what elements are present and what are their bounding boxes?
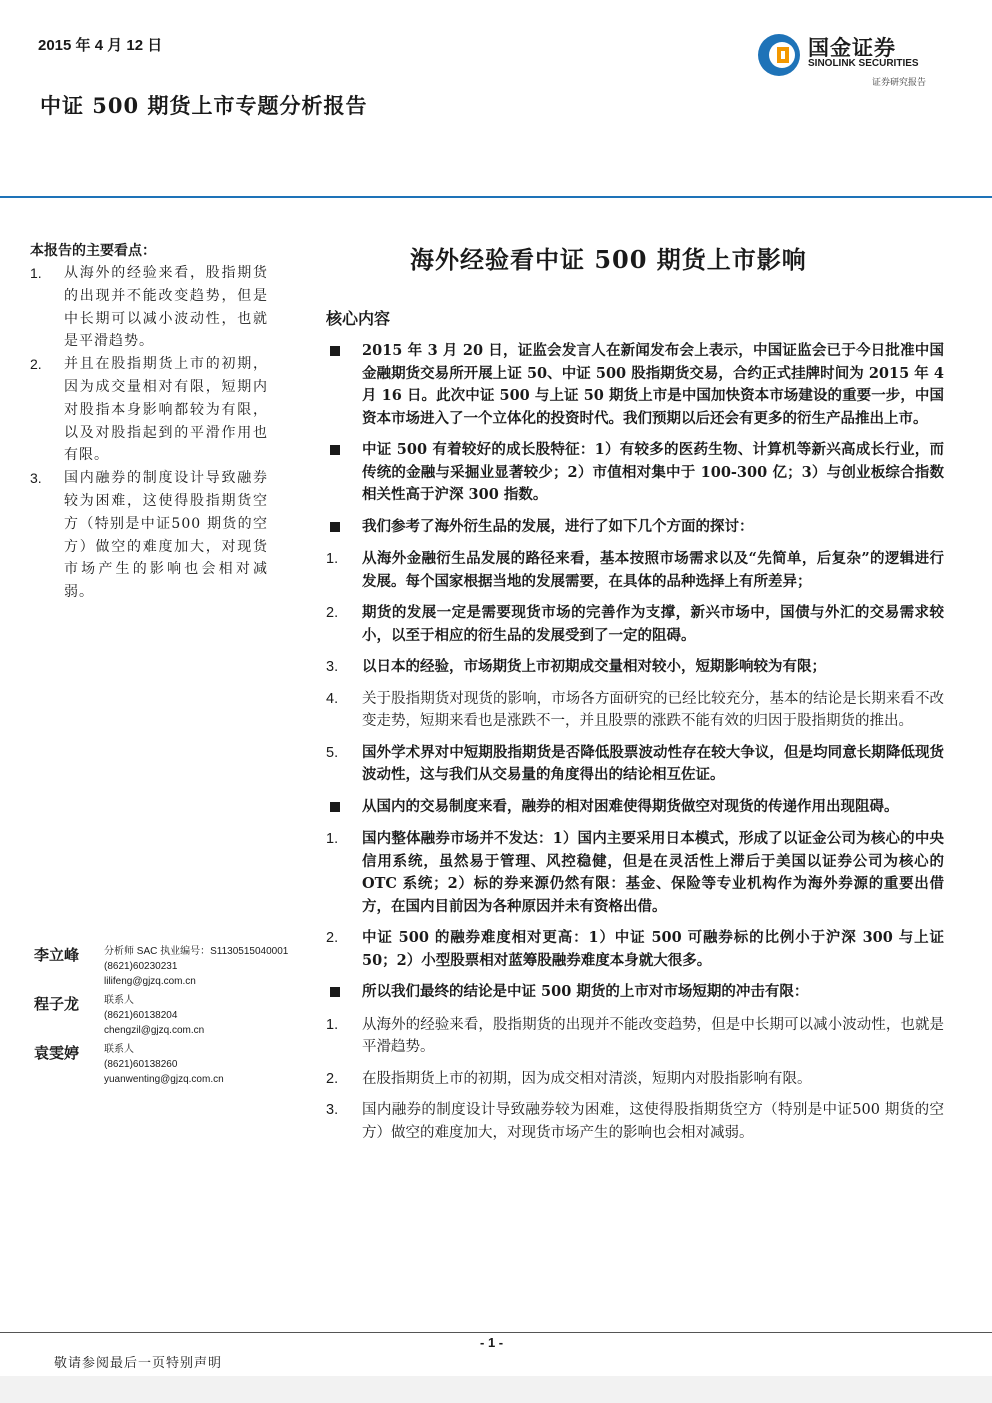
core-content-list [326, 340, 944, 1153]
footer-disclaimer: 敬请参阅最后一页特别声明 [54, 1356, 223, 1371]
numbered-paragraph [326, 602, 944, 647]
sidebar-item-text: 从海外的经验来看，股指期货的出现并不能改变趋势，但是中长期可以减小波动性，也就是平滑趋势。 [64, 265, 268, 350]
bullet-paragraph [326, 340, 944, 430]
logo-cn-text: 国金证券 [808, 36, 896, 60]
analyst-role: 分析师 SAC 执业编号：S1130515040001 [104, 946, 289, 957]
sidebar-item-number: 2. [30, 356, 42, 373]
paragraph-text: 我们参考了海外衍生品的发展，进行了如下几个方面的探讨： [362, 517, 754, 535]
item-number: 1. [326, 831, 339, 847]
sidebar-highlights [30, 262, 268, 604]
report-series-title: 中证 500 期货上市专题分析报告 [40, 93, 368, 118]
item-number: 5. [326, 744, 339, 761]
paragraph-text: 从海外的经验来看，股指期货的出现并不能改变趋势，但是中长期可以减小波动性，也就是平滑趋势。 [362, 1016, 944, 1055]
sidebar-item [30, 353, 268, 467]
numbered-paragraph [326, 1014, 944, 1059]
square-bullet-icon [326, 516, 362, 540]
item-number: 2. [326, 605, 339, 621]
company-logo [756, 30, 946, 90]
logo-mark-icon [756, 32, 802, 78]
numbered-paragraph [326, 927, 944, 972]
paragraph-text: 国内融券的制度设计导致融券较为困难，这使得股指期货空方（特别是中证500 期货的空方）做空的难度加大，对现货市场产生的影响也会相对减弱。 [362, 1102, 944, 1141]
logo-en-text: SINOLINK SECURITIES [808, 58, 919, 69]
paragraph-text: 期货的发展一定是需要现货市场的完善作为支撑，新兴市场中，国债与外汇的交易需求较小，以至于相应的衍生品的发展受到了一定的阻碍。 [362, 604, 944, 644]
square-bullet-icon [326, 439, 362, 507]
paragraph-text: 关于股指期货对现货的影响，市场各方面研究的已经比较充分，基本的结论是长期来看不改变走势，短期来看也是涨跌不一，并且股票的涨跌不能有效的归因于股指期货的推出。 [362, 690, 944, 729]
bullet-paragraph [326, 516, 944, 540]
analyst-email[interactable]: chengzil@gjzq.com.cn [104, 1025, 205, 1036]
paragraph-text: 中证 500 的融券难度相对更高：1）中证 500 可融券标的比例小于沪深 300 与上证 50；2）小型股票相对蓝筹股融券难度本身就大很多。 [362, 929, 944, 969]
numbered-paragraph [326, 742, 944, 787]
paragraph-text: 从国内的交易制度来看，融券的相对困难使得期货做空对现货的传递作用出现阻碍。 [362, 797, 899, 815]
paragraph-text: 所以我们最终的结论是中证 500 期货的上市对市场短期的冲击有限： [362, 983, 809, 1000]
sidebar-item-number: 1. [30, 265, 42, 281]
bullet-paragraph [326, 439, 944, 507]
analyst-phone: (8621)60138260 [104, 1059, 178, 1070]
sidebar-item [30, 467, 268, 604]
paragraph-text: 中证 500 有着较好的成长股特征：1）有较多的医药生物、计算机等新兴高成长行业，而传统的金融与采掘业显著较少；2）市值相对集中于 100-300 亿；3）与创业板综合指数相关性高于沪深 300 指数。 [362, 441, 944, 503]
item-number: 3. [326, 1102, 339, 1118]
analyst-role: 联系人 [104, 1044, 134, 1055]
footer-divider [0, 1332, 992, 1333]
sidebar-item-text: 并且在股指期货上市的初期，因为成交量相对有限，短期内对股指本身影响都较为有限，以及对股指起到的平滑作用也有限。 [64, 356, 268, 464]
square-bullet-icon [326, 796, 362, 820]
header-divider [0, 196, 992, 198]
bullet-paragraph [326, 796, 944, 820]
item-number: 1. [326, 551, 339, 567]
analyst-email[interactable]: yuanwenting@gjzq.com.cn [104, 1074, 224, 1085]
item-number: 1. [326, 1016, 339, 1033]
analyst-role: 联系人 [104, 995, 134, 1006]
analyst-card [34, 944, 314, 989]
analyst-name: 袁雯婷 [34, 1044, 80, 1062]
analyst-card [34, 993, 314, 1038]
sidebar-item-text: 国内融券的制度设计导致融券较为困难，这使得股指期货空方（特别是中证500 期货的空方）做空的难度加大，对现货市场产生的影响也会相对减弱。 [64, 470, 268, 601]
numbered-paragraph [326, 688, 944, 733]
section-heading: 核心内容 [326, 309, 391, 328]
sidebar-item-number: 3. [30, 470, 42, 487]
report-date: 2015 年 4 月 12 日 [38, 37, 163, 54]
report-title: 海外经验看中证 500 期货上市影响 [410, 245, 807, 274]
numbered-paragraph [326, 1068, 944, 1091]
paragraph-text: 国内整体融券市场并不发达：1）国内主要采用日本模式，形成了以证金公司为核心的中央信用系统，虽然易于管理、风控稳健，但是在灵活性上滞后于美国以证券公司为核心的 OTC 系统；2）标的券来源仍然有限：基金、保险等专业机构作为海外券源的重要出借方，在国内目前因为各种原因并未有资格出借。 [362, 830, 944, 915]
analyst-phone: (8621)60138204 [104, 1010, 178, 1021]
paragraph-text: 国外学术界对中短期股指期货是否降低股票波动性存在较大争议，但是均同意长期降低现货波动性，这与我们从交易量的角度得出的结论相互佐证。 [362, 743, 944, 783]
bullet-paragraph [326, 981, 944, 1005]
logo-subtitle: 证券研究报告 [872, 78, 927, 88]
square-bullet-icon [326, 981, 362, 1005]
sidebar-title: 本报告的主要看点： [30, 243, 156, 259]
numbered-paragraph [326, 656, 944, 679]
sidebar-item [30, 262, 268, 353]
item-number: 2. [326, 1070, 339, 1087]
paragraph-text: 2015 年 3 月 20 日，证监会发言人在新闻发布会上表示，中国证监会已于今日批准中国金融期货交易所开展上证 50、中证 500 股指期货交易，合约正式挂牌时间为 2015 年 4 月 16 日。此次中证 500 与上证 50 期货上市是中国加快资本市场建设的重要一步，中国资本市场进入了一个立体化的投资时代。我们预期以后还会有更多的衍生产品推出上市。 [362, 342, 944, 427]
analyst-name: 李立峰 [34, 946, 80, 964]
analyst-phone: (8621)60230231 [104, 961, 178, 972]
paragraph-text: 在股指期货上市的初期，因为成交相对清淡，短期内对股指影响有限。 [362, 1070, 812, 1087]
paragraph-text: 以日本的经验，市场期货上市初期成交量相对较小，短期影响较为有限； [362, 658, 826, 675]
paragraph-text: 从海外金融衍生品发展的路径来看，基本按照市场需求以及“先简单，后复杂”的逻辑进行发展。每个国家根据当地的发展需要，在具体的品种选择上有所差异； [362, 550, 944, 590]
numbered-paragraph [326, 1099, 944, 1144]
page-number: - 1 - [480, 1335, 504, 1350]
item-number: 3. [326, 659, 339, 675]
item-number: 4. [326, 690, 339, 707]
analyst-email[interactable]: lilifeng@gjzq.com.cn [104, 976, 196, 987]
analyst-contacts [34, 944, 314, 1091]
analyst-name: 程子龙 [34, 995, 80, 1013]
footer-strip [0, 1376, 992, 1403]
numbered-paragraph [326, 828, 944, 918]
item-number: 2. [326, 930, 339, 946]
analyst-card [34, 1042, 314, 1087]
numbered-paragraph [326, 548, 944, 593]
square-bullet-icon [326, 340, 362, 430]
